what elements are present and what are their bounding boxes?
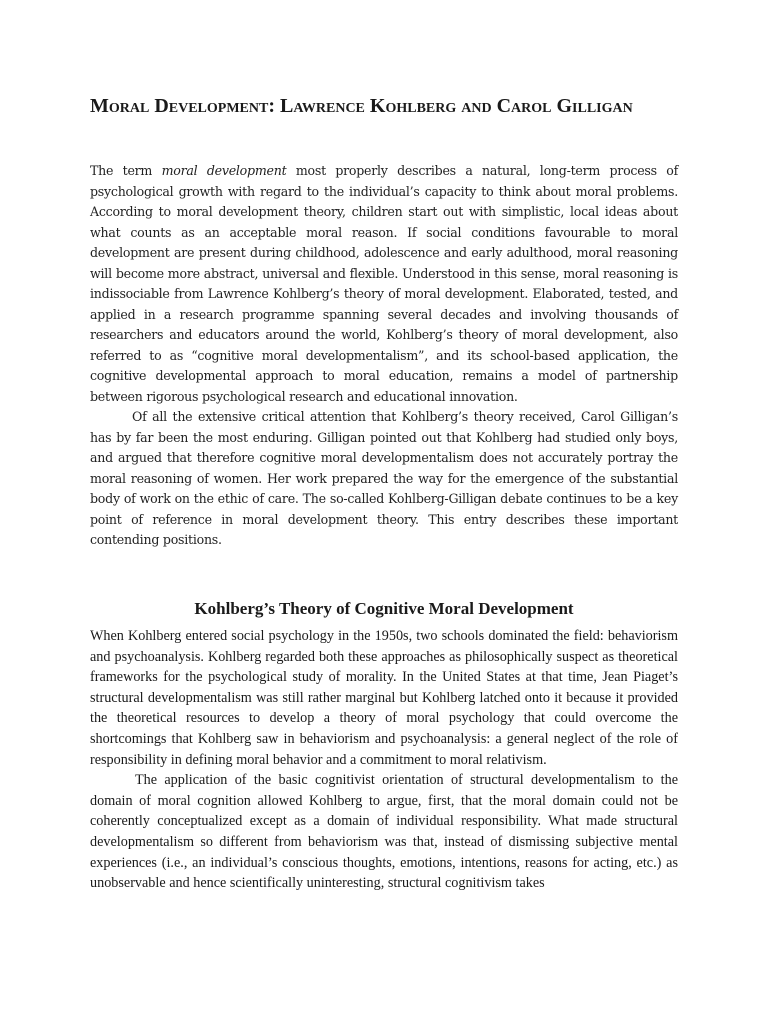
intro-paragraph-1 bbox=[90, 161, 678, 407]
document-title: Moral Development: Lawrence Kohlberg and Carol Gilligan bbox=[90, 95, 633, 117]
section-paragraph-1: When Kohlberg entered social psychology in the 1950s, two schools dominated the field: behaviorism and psychoanalysis. Kohlberg regarded both these approaches as philosophically suspect as theoretical frameworks for the psychological study of morality. In the United States at that time, Jean Piaget’s structural developmentalism was still rather marginal but Kohlberg latched onto it because it provided the theoretical resources to develop a theory of moral psychology that could overcome the shortcomings that Kohlberg saw in behaviorism and psychoanalysis: a general neglect of the role of responsibility in defining moral behavior and a commitment to moral relativism. bbox=[90, 628, 678, 768]
intro-paragraph-1-rest: most properly describes a natural, long-term process of psychological growth with regard to the individual’s capacity to think about moral problems. According to moral development theory, children start out with simplistic, local ideas about what counts as an acceptable moral reason. If social conditions favourable to moral development are present during childhood, adolescence and early adulthood, moral reasoning will become more abstract, universal and flexible. Understood in this sense, moral reasoning is indissociable from Lawrence Kohlberg’s theory of moral development. Elaborated, tested, and applied in a research programme spanning several decades and involving thousands of researchers and educators around the world, Kohlberg’s theory of moral development, also referred to as “cognitive moral developmentalism”, and its school-based application, the cognitive developmental approach to moral education, remains a model of partnership between rigorous psychological research and educational innovation. bbox=[90, 163, 679, 404]
intro-section bbox=[90, 161, 678, 551]
section-paragraph-2: The application of the basic cognitivist orientation of structural developmentalism to the domain of moral cognition allowed Kohlberg to argue, first, that the moral domain could not be coherently conceptualized except as a domain of individual responsibility. What made structural developmentalism so different from behaviorism was that, instead of dismissing subjective mental experiences (i.e., an individual’s conscious thoughts, emotions, intentions, reasons for acting, etc.) as unobservable and hence scientifically uninteresting, structural cognitivism takes bbox=[90, 772, 678, 892]
emphasis-moral-development: moral development bbox=[161, 163, 287, 178]
section-body bbox=[90, 626, 678, 894]
intro-paragraph-2: Of all the extensive critical attention that Kohlberg’s theory received, Carol Gilligan’s has by far been the most enduring. Gilligan pointed out that Kohlberg had studied only boys, and argued that therefore cognitive moral developmentalism does not accurately portray the moral reasoning of women. Her work prepared the way for the emergence of the substantial body of work on the ethic of care. The so-called Kohlberg-Gilligan debate continues to be a key point of reference in moral development theory. This entry describes these important contending positions. bbox=[90, 409, 678, 547]
section-heading: Kohlberg’s Theory of Cognitive Moral Development bbox=[194, 599, 574, 618]
intro-paragraph-1-start: The term bbox=[90, 163, 162, 178]
